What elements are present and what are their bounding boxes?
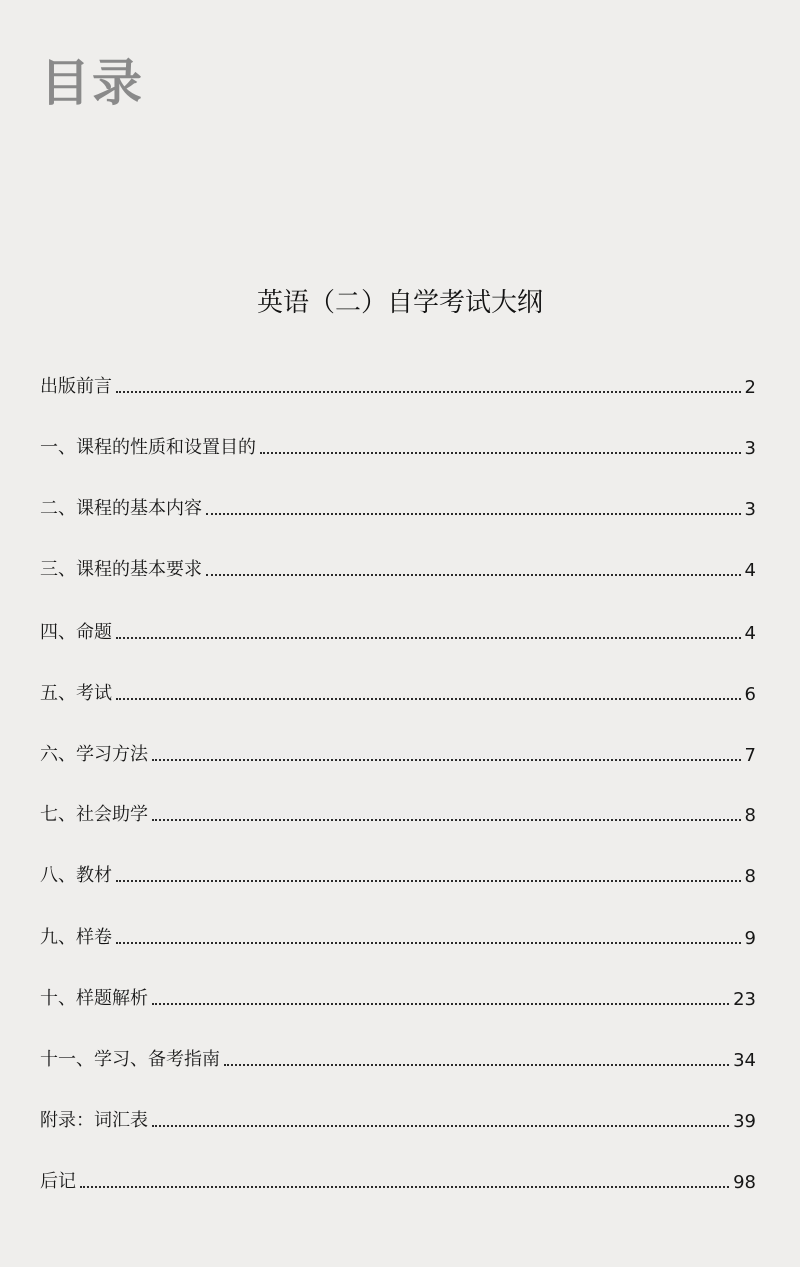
toc-entry-1[interactable] bbox=[40, 425, 756, 459]
toc-label: 九、样卷 bbox=[40, 927, 112, 948]
toc-leader bbox=[152, 1124, 729, 1127]
section-title: 英语（二）自学考试大纲 bbox=[256, 288, 543, 318]
page-title: 目录 bbox=[40, 54, 144, 112]
toc-entry-11[interactable] bbox=[40, 1037, 756, 1071]
toc-page-number: 2 bbox=[744, 377, 756, 398]
toc-label: 八、教材 bbox=[40, 865, 112, 886]
toc-entry-2[interactable] bbox=[40, 486, 756, 520]
toc-page-number: 3 bbox=[744, 499, 756, 520]
toc-label: 十、样题解析 bbox=[40, 988, 148, 1009]
toc-leader bbox=[152, 758, 741, 761]
toc-entry-9[interactable] bbox=[40, 915, 756, 949]
toc-page-number: 6 bbox=[744, 684, 756, 705]
toc-leader bbox=[116, 941, 741, 944]
toc-label: 五、考试 bbox=[40, 683, 112, 704]
toc-page-number: 3 bbox=[744, 438, 756, 459]
toc-label: 二、课程的基本内容 bbox=[40, 498, 202, 519]
toc-leader bbox=[260, 451, 741, 454]
toc-entry-6[interactable] bbox=[40, 732, 756, 766]
toc-entry-3[interactable] bbox=[40, 547, 756, 581]
toc-page-number: 7 bbox=[744, 745, 756, 766]
toc-entry-10[interactable] bbox=[40, 976, 756, 1010]
toc-label: 七、社会助学 bbox=[40, 804, 148, 825]
toc-page-number: 8 bbox=[744, 866, 756, 887]
toc-entry-8[interactable] bbox=[40, 853, 756, 887]
toc-page-number: 9 bbox=[744, 928, 756, 949]
toc-leader bbox=[116, 390, 741, 393]
toc-leader bbox=[116, 697, 741, 700]
toc-leader bbox=[224, 1063, 729, 1066]
toc-label: 十一、学习、备考指南 bbox=[40, 1049, 220, 1070]
toc-page-number: 4 bbox=[744, 623, 756, 644]
toc-page-number: 4 bbox=[744, 560, 756, 581]
toc-leader bbox=[152, 818, 741, 821]
toc-label: 出版前言 bbox=[40, 376, 112, 397]
toc-leader bbox=[152, 1002, 729, 1005]
toc-leader bbox=[206, 573, 741, 576]
toc-page-number: 98 bbox=[733, 1172, 756, 1193]
toc-leader bbox=[116, 636, 741, 639]
toc-label: 附录：词汇表 bbox=[40, 1110, 148, 1131]
toc-leader bbox=[206, 512, 741, 515]
toc-entry-7[interactable] bbox=[40, 792, 756, 826]
toc-entry-12[interactable] bbox=[40, 1098, 756, 1132]
toc-label: 三、课程的基本要求 bbox=[40, 559, 202, 580]
toc-entry-0[interactable] bbox=[40, 364, 756, 398]
toc-entry-4[interactable] bbox=[40, 610, 756, 644]
toc-entry-13[interactable] bbox=[40, 1159, 756, 1193]
toc-page-number: 23 bbox=[733, 989, 756, 1010]
toc-label: 一、课程的性质和设置目的 bbox=[40, 437, 256, 458]
toc-leader bbox=[116, 879, 741, 882]
toc-page-number: 39 bbox=[733, 1111, 756, 1132]
toc-label: 后记 bbox=[40, 1171, 76, 1192]
toc-label: 四、命题 bbox=[40, 622, 112, 643]
toc-entry-5[interactable] bbox=[40, 671, 756, 705]
toc-page-number: 34 bbox=[733, 1050, 756, 1071]
toc-page-number: 8 bbox=[744, 805, 756, 826]
toc-label: 六、学习方法 bbox=[40, 744, 148, 765]
toc-leader bbox=[80, 1185, 729, 1188]
